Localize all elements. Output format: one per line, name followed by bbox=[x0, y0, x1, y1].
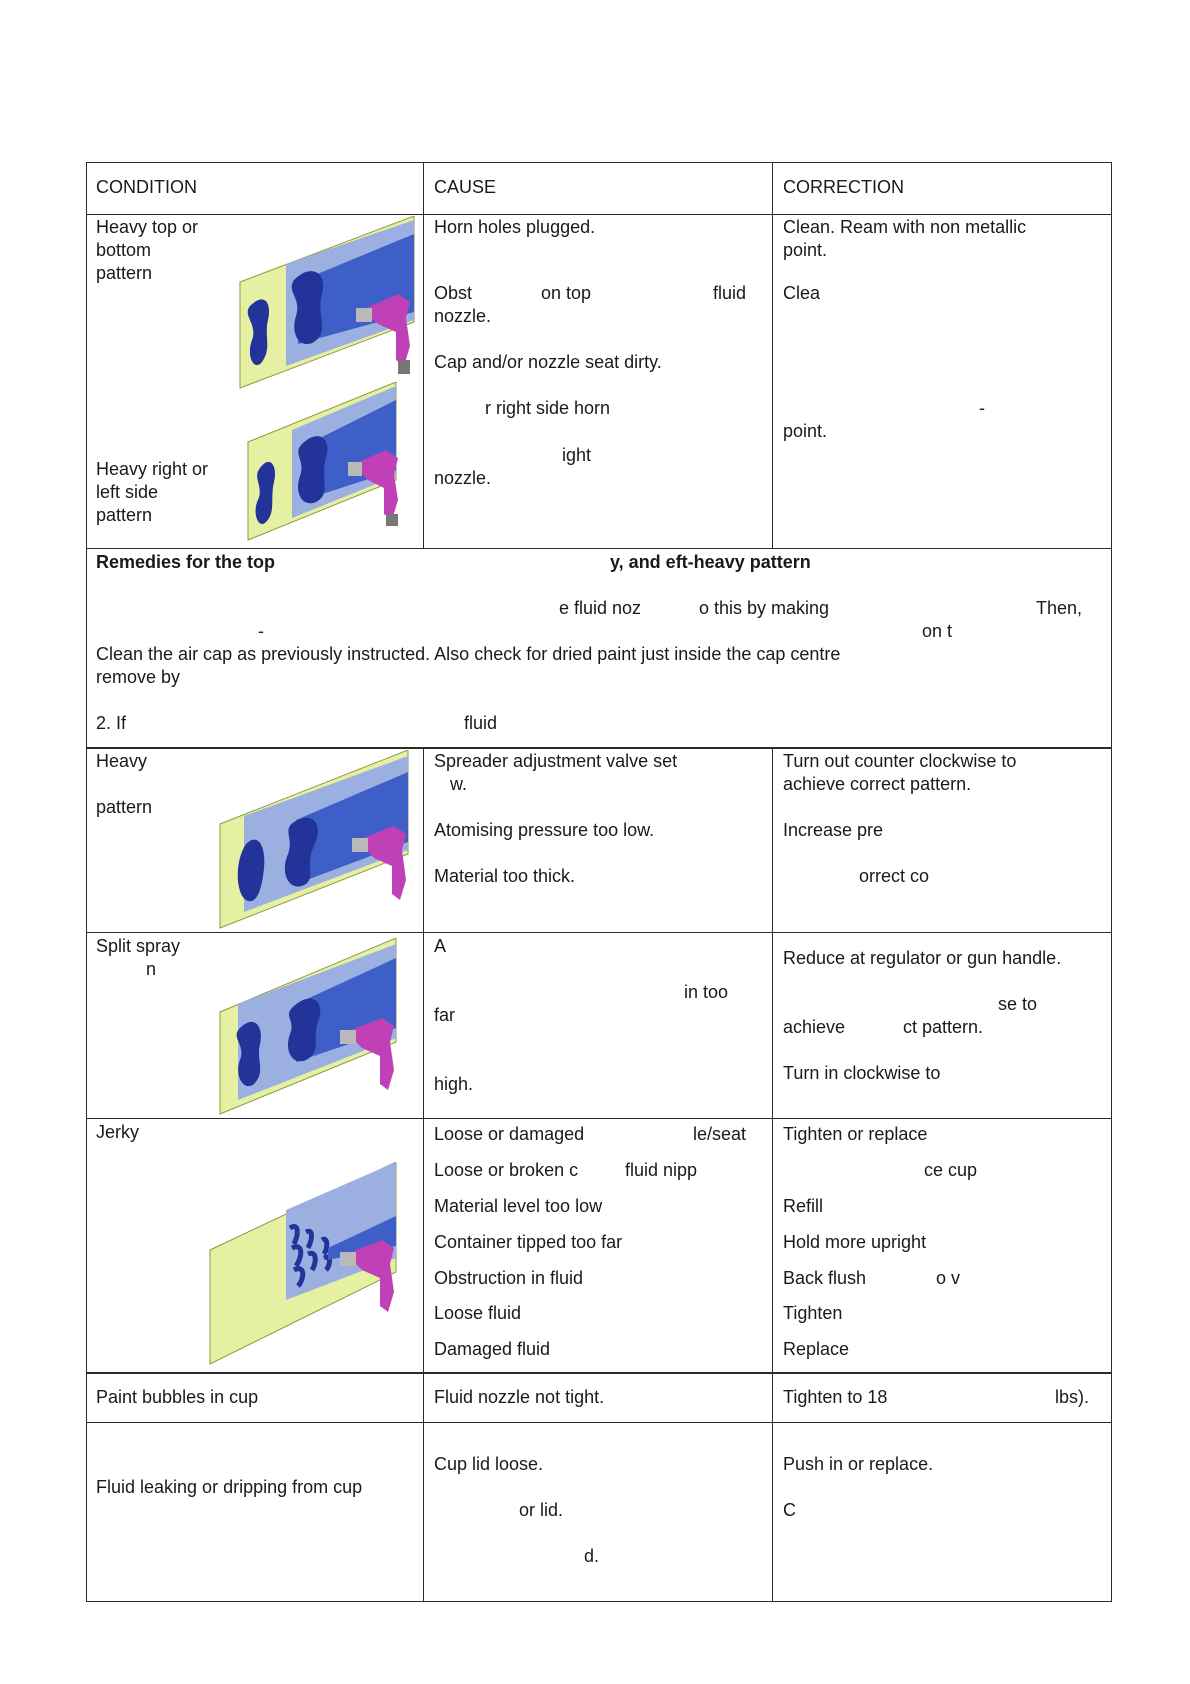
correction-text: orrect co bbox=[859, 866, 930, 886]
spray-pattern-illustration bbox=[218, 938, 422, 1116]
cause-text: w. bbox=[450, 774, 468, 794]
spray-pattern-illustration bbox=[208, 1162, 422, 1372]
cause-text: Container tipped too far bbox=[434, 1232, 623, 1252]
remedies-text: fluid bbox=[464, 713, 498, 733]
remedies-text: on t bbox=[922, 621, 953, 641]
condition-text: pattern bbox=[96, 263, 153, 283]
rule-row1 bbox=[86, 548, 1112, 549]
condition-text: Paint bubbles in cup bbox=[96, 1387, 259, 1407]
condition-text: pattern bbox=[96, 505, 153, 525]
remedies-title: y, and eft-heavy pattern bbox=[610, 552, 811, 572]
cause-text: far bbox=[434, 1005, 456, 1025]
cause-text: Cap and/or nozzle seat dirty. bbox=[434, 352, 662, 372]
cause-text: high. bbox=[434, 1074, 474, 1094]
correction-text: C bbox=[783, 1500, 796, 1520]
condition-text: bottom bbox=[96, 240, 152, 260]
header-cause: CAUSE bbox=[434, 177, 497, 197]
cause-text: Material level too low bbox=[434, 1196, 603, 1216]
cause-text: le/seat bbox=[693, 1124, 747, 1144]
remedies-text: o this by making bbox=[699, 598, 830, 618]
cause-text: Atomising pressure too low. bbox=[434, 820, 655, 840]
correction-text: Tighten to 18 bbox=[783, 1387, 888, 1407]
correction-text: Tighten or replace bbox=[783, 1124, 928, 1144]
correction-text: - bbox=[979, 398, 985, 418]
condition-text: Fluid leaking or dripping from cup bbox=[96, 1477, 363, 1497]
cause-text: A bbox=[434, 936, 447, 956]
correction-text: Reduce at regulator or gun handle. bbox=[783, 948, 1062, 968]
correction-text: se to bbox=[998, 994, 1038, 1014]
cause-text: Horn holes plugged. bbox=[434, 217, 596, 237]
correction-text: ce cup bbox=[924, 1160, 978, 1180]
correction-text: Clean. Ream with non metallic bbox=[783, 217, 1027, 237]
correction-text: achieve correct pattern. bbox=[783, 774, 972, 794]
cause-text: fluid nipp bbox=[625, 1160, 698, 1180]
condition-text: Heavy bbox=[96, 751, 148, 771]
rule-right bbox=[1111, 162, 1112, 1602]
rule-row3 bbox=[86, 1118, 1112, 1119]
rule-col1-a bbox=[423, 162, 424, 548]
correction-text: Hold more upright bbox=[783, 1232, 927, 1252]
condition-text: left side bbox=[96, 482, 159, 502]
rule-row5 bbox=[86, 1422, 1112, 1423]
correction-text: o v bbox=[936, 1268, 961, 1288]
cause-text: r right side horn bbox=[485, 398, 611, 418]
troubleshooting-table bbox=[86, 162, 1112, 1602]
correction-text: Tighten bbox=[783, 1303, 843, 1323]
cause-text: fluid bbox=[713, 283, 747, 303]
spray-pattern-illustration bbox=[218, 750, 422, 930]
remedies-text: e fluid noz bbox=[559, 598, 642, 618]
header-correction: CORRECTION bbox=[783, 177, 904, 197]
correction-text: Increase pre bbox=[783, 820, 884, 840]
cause-text: Obstruction in fluid bbox=[434, 1268, 584, 1288]
cause-text: in too bbox=[684, 982, 729, 1002]
condition-text: n bbox=[146, 959, 157, 979]
correction-text: Replace bbox=[783, 1339, 850, 1359]
cause-text: Material too thick. bbox=[434, 866, 576, 886]
cause-text: nozzle. bbox=[434, 468, 492, 488]
rule-row4 bbox=[86, 1372, 1112, 1374]
remedies-text: Then, bbox=[1036, 598, 1083, 618]
cause-text: Loose fluid bbox=[434, 1303, 522, 1323]
remedies-text: Clean the air cap as previously instructed. Also check for dried paint just inside the cap centre bbox=[96, 644, 841, 664]
correction-text: Turn in clockwise to bbox=[783, 1063, 941, 1083]
rule-top bbox=[86, 162, 1112, 163]
cause-text: Cup lid loose. bbox=[434, 1454, 544, 1474]
cause-text: Obst bbox=[434, 283, 473, 303]
correction-text: Push in or replace. bbox=[783, 1454, 934, 1474]
correction-text: point. bbox=[783, 421, 828, 441]
rule-header bbox=[86, 214, 1112, 215]
condition-text: Heavy top or bbox=[96, 217, 199, 237]
cause-text: Fluid nozzle not tight. bbox=[434, 1387, 605, 1407]
remedies-title: Remedies for the top bbox=[96, 552, 276, 572]
remedies-text: - bbox=[258, 621, 264, 641]
correction-text: point. bbox=[783, 240, 828, 260]
correction-text: Clea bbox=[783, 283, 821, 303]
cause-text: Loose or damaged bbox=[434, 1124, 585, 1144]
cause-text: Spreader adjustment valve set bbox=[434, 751, 678, 771]
remedies-text: 2. If bbox=[96, 713, 127, 733]
cause-text: on top bbox=[541, 283, 592, 303]
rule-remedies bbox=[86, 747, 1112, 749]
condition-text: pattern bbox=[96, 797, 153, 817]
remedies-text: remove by bbox=[96, 667, 181, 687]
spray-pattern-illustration bbox=[246, 382, 422, 542]
condition-text: Jerky bbox=[96, 1122, 140, 1142]
rule-col2-a bbox=[772, 162, 773, 548]
rule-col2-b bbox=[772, 748, 773, 1602]
cause-text: Loose or broken c bbox=[434, 1160, 579, 1180]
rule-left bbox=[86, 162, 87, 1602]
condition-text: Heavy right or bbox=[96, 459, 209, 479]
cause-text: ight bbox=[562, 445, 592, 465]
spray-pattern-illustration bbox=[238, 216, 422, 390]
condition-text: Split spray bbox=[96, 936, 181, 956]
correction-text: ct pattern. bbox=[903, 1017, 984, 1037]
correction-text: lbs). bbox=[1055, 1387, 1090, 1407]
rule-row2 bbox=[86, 932, 1112, 933]
correction-text: Refill bbox=[783, 1196, 824, 1216]
cause-text: d. bbox=[584, 1546, 600, 1566]
cause-text: Damaged fluid bbox=[434, 1339, 551, 1359]
rule-bottom bbox=[86, 1601, 1112, 1602]
cause-text: or lid. bbox=[519, 1500, 564, 1520]
correction-text: Back flush bbox=[783, 1268, 867, 1288]
rule-col1-b bbox=[423, 748, 424, 1602]
header-condition: CONDITION bbox=[96, 177, 197, 197]
correction-text: achieve bbox=[783, 1017, 846, 1037]
cause-text: nozzle. bbox=[434, 306, 492, 326]
correction-text: Turn out counter clockwise to bbox=[783, 751, 1017, 771]
